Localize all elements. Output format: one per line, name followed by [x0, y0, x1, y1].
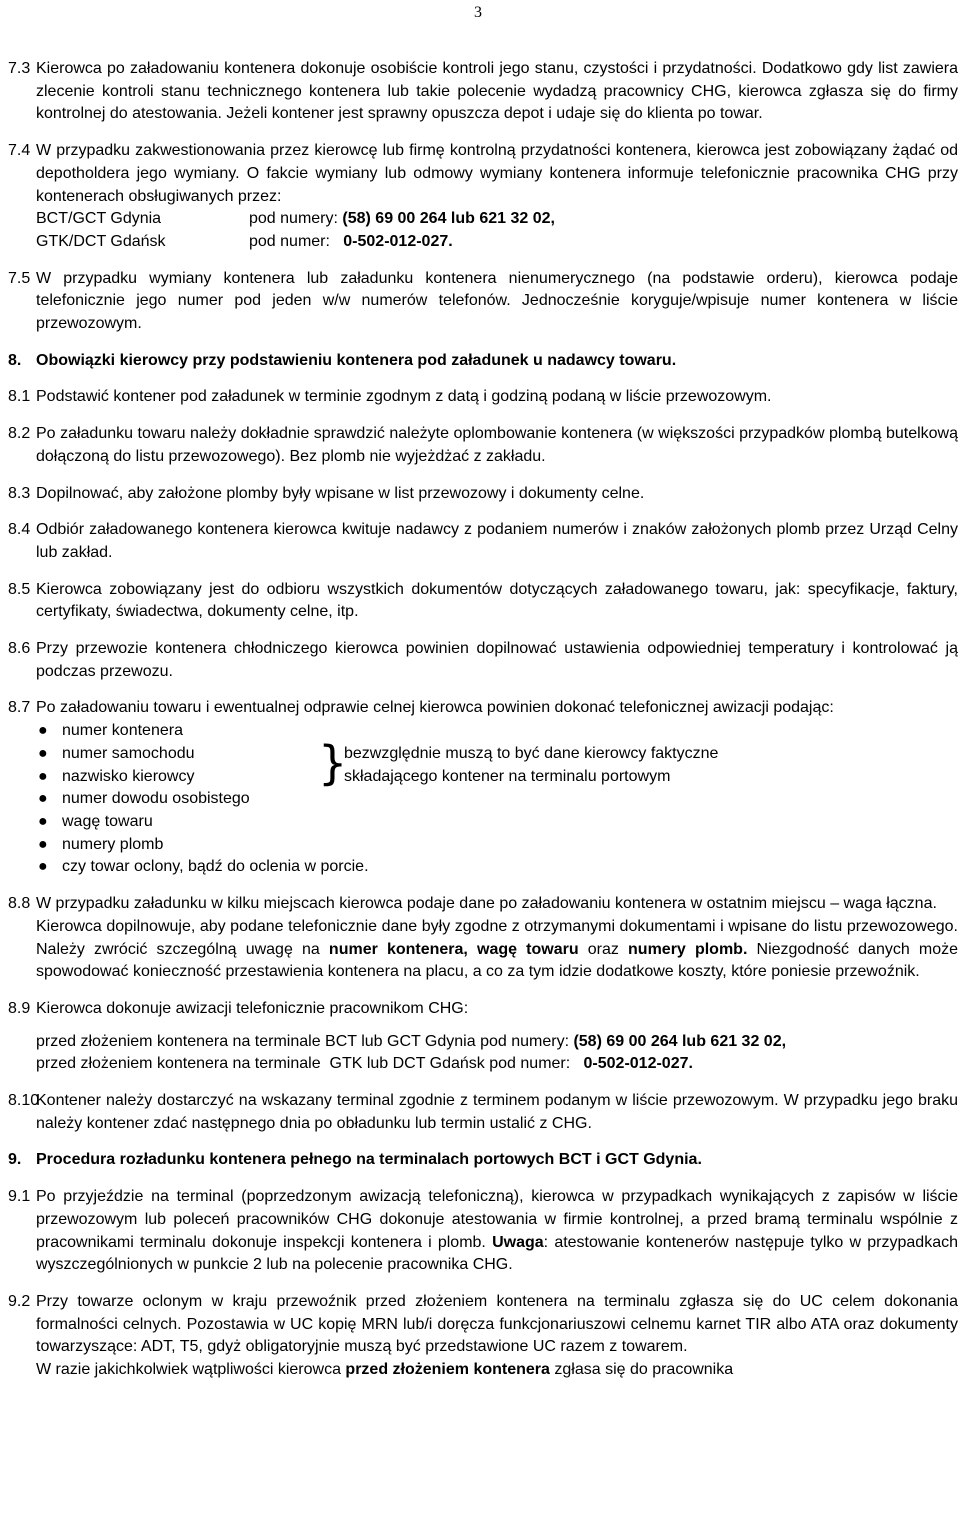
- brace-icon: }: [318, 736, 348, 791]
- bullet-icon: ●: [38, 744, 48, 762]
- bullet-list: [38, 720, 958, 879]
- list-item: [38, 788, 958, 811]
- document-body: [8, 58, 958, 1396]
- phone-label: pod numer:: [249, 232, 344, 250]
- section-8-10: [8, 1090, 958, 1135]
- section-8-4: [8, 519, 958, 564]
- section-number: 9.2: [8, 1292, 31, 1310]
- phone-row-gdynia: [36, 208, 958, 231]
- section-text: Dopilnować, aby założone plomby były wpisane w list przewozowy i dokumenty celne.: [36, 484, 645, 502]
- section-text: Kierowca dokonuje awizacji telefonicznie pracownikom CHG:: [36, 999, 469, 1017]
- list-item-label: wagę towaru: [62, 812, 153, 830]
- section-8-2: [8, 423, 958, 468]
- section-text: [36, 1186, 958, 1277]
- brace-note: [344, 743, 718, 788]
- section-8-3: [8, 483, 958, 506]
- list-item-label: numery plomb: [62, 835, 164, 853]
- section-number: 8.4: [8, 521, 31, 539]
- section-number: 8.2: [8, 425, 31, 443]
- page-number: 3: [474, 4, 482, 21]
- bullet-icon: ●: [38, 767, 48, 785]
- section-8-8: [8, 893, 958, 984]
- list-item: [38, 720, 958, 743]
- section-7-3: [8, 58, 958, 126]
- text-run: Kierowca dopilnowuje, aby podane telefonicznie dane były zgodne z otrzymanymi dokumentami i wpisane do listu przewozowego. Należy zwrócić szczególną uwagę na: [36, 917, 958, 958]
- section-8-5: [8, 579, 958, 624]
- heading-number: 9.: [8, 1151, 22, 1169]
- section-8-7: [8, 697, 958, 879]
- brace-note-line: bezwzględnie muszą to być dane kierowcy faktyczne: [344, 745, 719, 763]
- heading-8: [8, 350, 958, 373]
- section-9-2: [8, 1291, 958, 1382]
- section-text: W przypadku wymiany kontenera lub załadunku kontenera nienumerycznego (na podstawie orderu), kierowca podaje telefonicznie jego numer pod jeden w/w numerów telefonów. Jednocześnie koryguje/wpisuje numer kontenera w liście przewozowym.: [36, 269, 958, 333]
- phone-row-gdansk: [36, 231, 958, 254]
- brace-note-line: składającego kontener na terminalu portowym: [344, 767, 671, 785]
- phone-number: 0-502-012-027.: [583, 1055, 693, 1073]
- section-9-1: [8, 1186, 958, 1277]
- section-text: Kontener należy dostarczyć na wskazany terminal zgodnie z terminem podanym w liście przewozowym. W przypadku jego braku należy kontener zdać następnego dnia po obładunku lub termin ustalić z CHG.: [36, 1092, 958, 1132]
- text-run-bold: przed złożeniem kontenera: [345, 1361, 550, 1379]
- text-run: przed złożeniem kontenera na terminale GTK lub DCT Gdańsk pod numer:: [36, 1055, 584, 1073]
- text-run-bold: numer kontenera, wagę towaru: [328, 940, 579, 958]
- text-run-bold: numery plomb.: [628, 940, 748, 958]
- section-8-9: [8, 998, 958, 1076]
- section-text: Kierowca po załadowaniu kontenera dokonuje osobiście kontroli jego stanu, czystości i przydatności. Dodatkowo gdy list zawiera zlecenie kontroli stanu technicznego kontenera lub takie polecenie wydadzą pracownicy CHG, kierowca zgłasza się do firmy kontrolnej do atestowania. Jeżeli kontener jest sprawny opuszcza depot i udaje się do klienta po towar.: [36, 60, 958, 123]
- section-text: W przypadku zakwestionowania przez kierowcę lub firmę kontrolną przydatności kontenera, kierowca jest zobowiązany żądać od depotholdera jego wymiany. O fakcie wymiany lub odmowy wymiany kontenera informuje telefonicznie pracownika CHG przy kontenerach obsługiwanych przez:: [36, 142, 958, 205]
- bullet-icon: ●: [38, 722, 48, 740]
- section-8-1: [8, 386, 958, 409]
- list-item-label: numer dowodu osobistego: [62, 790, 250, 808]
- heading-title: Obowiązki kierowcy przy podstawieniu kontenera pod załadunek u nadawcy towaru.: [36, 351, 677, 369]
- list-item-label: numer samochodu: [62, 744, 195, 762]
- section-number: 8.5: [8, 580, 31, 598]
- section-number: 8.10: [8, 1092, 40, 1110]
- section-8-6: [8, 638, 958, 683]
- section-number: 8.3: [8, 484, 31, 502]
- list-item: [38, 856, 958, 879]
- text-run: W razie jakichkolwiek wątpliwości kierowca: [36, 1361, 346, 1379]
- section-text-2: [36, 1359, 958, 1382]
- text-run: Po przyjeździe na terminal (poprzedzonym awizacją telefoniczną), kierowca w przypadkach wynikających z zapisów w liście przewozowym lub poleceń pracowników CHG dokonuje atestowania w firmie kontrolnej, a przed bramą terminalu wspólnie z pracownikami terminalu dokonuje inspekcji kontenera i plomb.: [36, 1188, 958, 1251]
- heading-number: 8.: [8, 351, 22, 369]
- section-text: Przy towarze oclonym w kraju przewoźnik przed złożeniem kontenera na terminalu zgłasza się do UC celem dokonania formalności celnych. Pozostawia w UC kopię MRN lub/i doręcza funkcjonariuszowi celnemu karnet TIR albo ATA oraz dokumenty towarzyszące: ADT, T5, gdyż obligatoryjnie muszą być przedstawione UC razem z towarem.: [36, 1292, 958, 1356]
- section-number: 7.4: [8, 142, 31, 160]
- text-run-bold: Uwaga: [492, 1233, 544, 1251]
- list-item-label: numer kontenera: [62, 722, 183, 740]
- section-number: 8.7: [8, 699, 31, 717]
- text-run: zgłasa się do pracownika: [549, 1361, 734, 1379]
- section-7-4: [8, 140, 958, 254]
- section-number: 8.1: [8, 388, 31, 406]
- section-text: Po załadunku towaru należy dokładnie sprawdzić należyte oplombowanie kontenera (w większości przypadków plombą butelkową dołączoną do listu przewozowego). Bez plomb nie wyjeżdżać z zakładu.: [36, 425, 958, 465]
- section-7-5: [8, 268, 958, 336]
- phone-number: 0-502-012-027.: [343, 232, 453, 250]
- section-text: Podstawić kontener pod załadunek w terminie zgodnym z datą i godziną podaną w liście przewozowym.: [36, 388, 772, 406]
- text-run: : atestowanie kontenerów następuje tylko w przypadkach wyszczególnionych w punkcie 2 lub na polecenie pracownika CHG.: [36, 1233, 959, 1274]
- bullet-icon: ●: [38, 790, 48, 808]
- text-run: Niezgodność danych może spowodować konieczność przestawienia kontenera na placu, a co za tym idzie dodatkowe koszty, które poniesie przewoźnik.: [36, 940, 959, 981]
- section-text: Przy przewozie kontenera chłodniczego kierowca powinien dopilnować ustawienia odpowiedniej temperatury i kontrolować ją podczas przewozu.: [36, 640, 958, 680]
- terminal-line-gdansk: [36, 1053, 958, 1076]
- section-number: 9.1: [8, 1188, 31, 1206]
- heading-title: Procedura rozładunku kontenera pełnego na terminalach portowych BCT i GCT Gdynia.: [36, 1151, 702, 1169]
- phone-label: pod numery:: [249, 210, 343, 228]
- section-number: 8.8: [8, 895, 31, 913]
- terminal-name: BCT/GCT Gdynia: [36, 210, 162, 228]
- phone-number: (58) 69 00 264 lub 621 32 02,: [573, 1032, 787, 1050]
- section-text: Po załadowaniu towaru i ewentualnej odprawie celnej kierowca powinien dokonać telefonicznej awizacji podając:: [36, 699, 834, 717]
- bullet-icon: ●: [38, 812, 48, 830]
- bullet-icon: ●: [38, 835, 48, 853]
- section-text: Kierowca zobowiązany jest do odbioru wszystkich dokumentów dotyczących załadowanego towaru, jak: specyfikacje, faktury, certyfikaty, świadectwa, dokumenty celne, itp.: [36, 580, 958, 621]
- terminal-line-gdynia: [36, 1031, 958, 1054]
- text-run: przed złożeniem kontenera na terminale BCT lub GCT Gdynia pod numery:: [36, 1032, 574, 1050]
- text-run: oraz: [578, 940, 629, 958]
- section-number: 8.9: [8, 999, 31, 1017]
- section-text: W przypadku załadunku w kilku miejscach kierowca podaje dane po załadowaniu kontenera w ostatnim miejscu – waga łączna.: [36, 895, 937, 913]
- list-item-label: nazwisko kierowcy: [62, 767, 195, 785]
- list-item-label: czy towar oclony, bądź do oclenia w porcie.: [62, 858, 369, 876]
- section-text: Odbiór załadowanego kontenera kierowca kwituje nadawcy z podaniem numerów i znaków założonych plomb przez Urząd Celny lub zakład.: [36, 521, 958, 561]
- bullet-icon: ●: [38, 858, 48, 876]
- section-number: 7.3: [8, 60, 31, 77]
- section-number: 7.5: [8, 269, 31, 287]
- section-text-2: [36, 916, 958, 984]
- section-number: 8.6: [8, 640, 31, 658]
- list-item: [38, 834, 958, 857]
- terminal-name: GTK/DCT Gdańsk: [36, 232, 166, 250]
- heading-9: [8, 1149, 958, 1172]
- phone-number: (58) 69 00 264 lub 621 32 02,: [342, 210, 555, 228]
- list-item: [38, 811, 958, 834]
